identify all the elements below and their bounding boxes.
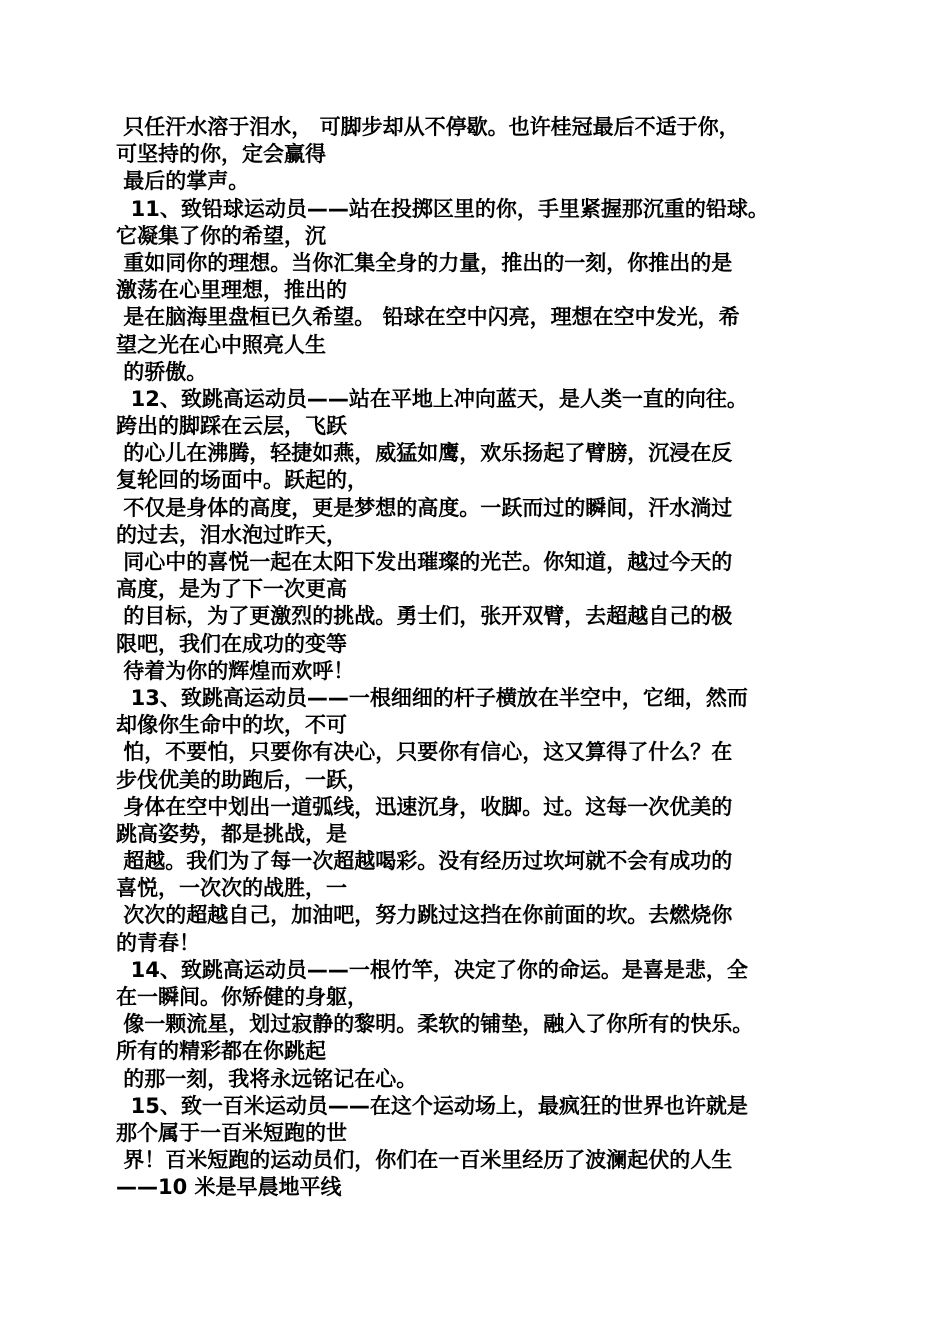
text-line: 重如同你的理想。当你汇集全身的力量，推出的一刻，你推出的是 [116,250,733,275]
text-line: 15、致一百米运动员——在这个运动场上，最疯狂的世界也许就是 [116,1093,748,1118]
text-line: 身体在空中划出一道弧线，迅速沉身，收脚。过。这每一次优美的 [116,794,733,819]
document-page [116,114,836,1202]
text-line: 望之光在心中照亮人生 [116,332,326,357]
text-line: 的目标，为了更激烈的挑战。勇士们，张开双臂，去超越自己的极 [116,604,733,629]
text-line: 界！百米短跑的运动员们，你们在一百米里经历了波澜起伏的人生 [116,1148,733,1173]
text-line: 是在脑海里盘桓已久希望。 铅球在空中闪亮，理想在空中发光，希 [116,305,740,330]
text-line: 不仅是身体的高度，更是梦想的高度。一跃而过的瞬间，汗水淌过 [116,495,733,520]
text-line: 同心中的喜悦一起在太阳下发出璀璨的光芒。你知道，越过今天的 [116,550,733,574]
text-line: 最后的掌声。 [116,169,250,194]
text-line: 怕，不要怕，只要你有决心，只要你有信心，这又算得了什么？在 [116,740,733,765]
text-line: 的骄傲。 [116,359,208,384]
text-line: 喜悦，一次次的战胜，一 [116,876,347,901]
text-line: 复轮回的场面中。跃起的， [116,468,368,493]
text-line: 可坚持的你，定会赢得 [116,142,326,167]
text-line: 所有的精彩都在你跳起 [116,1039,326,1064]
text-line: 像一颗流星，划过寂静的黎明。柔软的铺垫，融入了你所有的快乐。 [116,1012,754,1037]
text-line: 步伐优美的助跑后，一跃， [116,767,368,792]
text-line: 超越。我们为了每一次超越喝彩。没有经历过坎坷就不会有成功的 [116,849,733,874]
text-line: 13、致跳高运动员——一根细细的杆子横放在半空中，它细，然而 [116,685,748,710]
text-line: 只任汗水溶于泪水， 可脚步却从不停歇。也许桂冠最后不适于你， [116,115,740,139]
text-line: 跨出的脚踩在云层，飞跃 [116,414,347,439]
text-line: 12、致跳高运动员——站在平地上冲向蓝天，是人类一直的向往。 [116,386,748,411]
text-line: 它凝集了你的希望，沉 [116,223,326,248]
text-line: ——10 米是早晨地平线 [116,1175,342,1200]
text-line: 却像你生命中的坎，不可 [116,713,347,738]
text-line: 限吧，我们在成功的变等 [116,631,347,656]
text-line: 的心儿在沸腾，轻捷如燕，威猛如鹰，欢乐扬起了臂膀，沉浸在反 [116,441,733,466]
text-line: 高度，是为了下一次更高 [116,577,347,602]
text-line: 的那一刻，我将永远铭记在心。 [116,1066,418,1091]
text-line: 次次的超越自己，加油吧，努力跳过这挡在你前面的坎。去燃烧你 [116,903,733,928]
text-line: 激荡在心里理想，推出的 [116,278,347,303]
text-line: 跳高姿势，都是挑战，是 [116,821,347,846]
text-line: 14、致跳高运动员——一根竹竿，决定了你的命运。是喜是悲，全 [116,957,748,982]
text-line: 的过去，泪水泡过昨天， [116,522,347,547]
text-line: 待着为你的辉煌而欢呼！ [116,658,355,683]
text-line: 的青春！ [116,930,200,955]
text-line: 11、致铅球运动员——站在投掷区里的你，手里紧握那沉重的铅球。 [116,196,769,221]
text-line: 在一瞬间。你矫健的身躯， [116,985,368,1009]
text-line: 那个属于一百米短跑的世 [116,1120,347,1145]
